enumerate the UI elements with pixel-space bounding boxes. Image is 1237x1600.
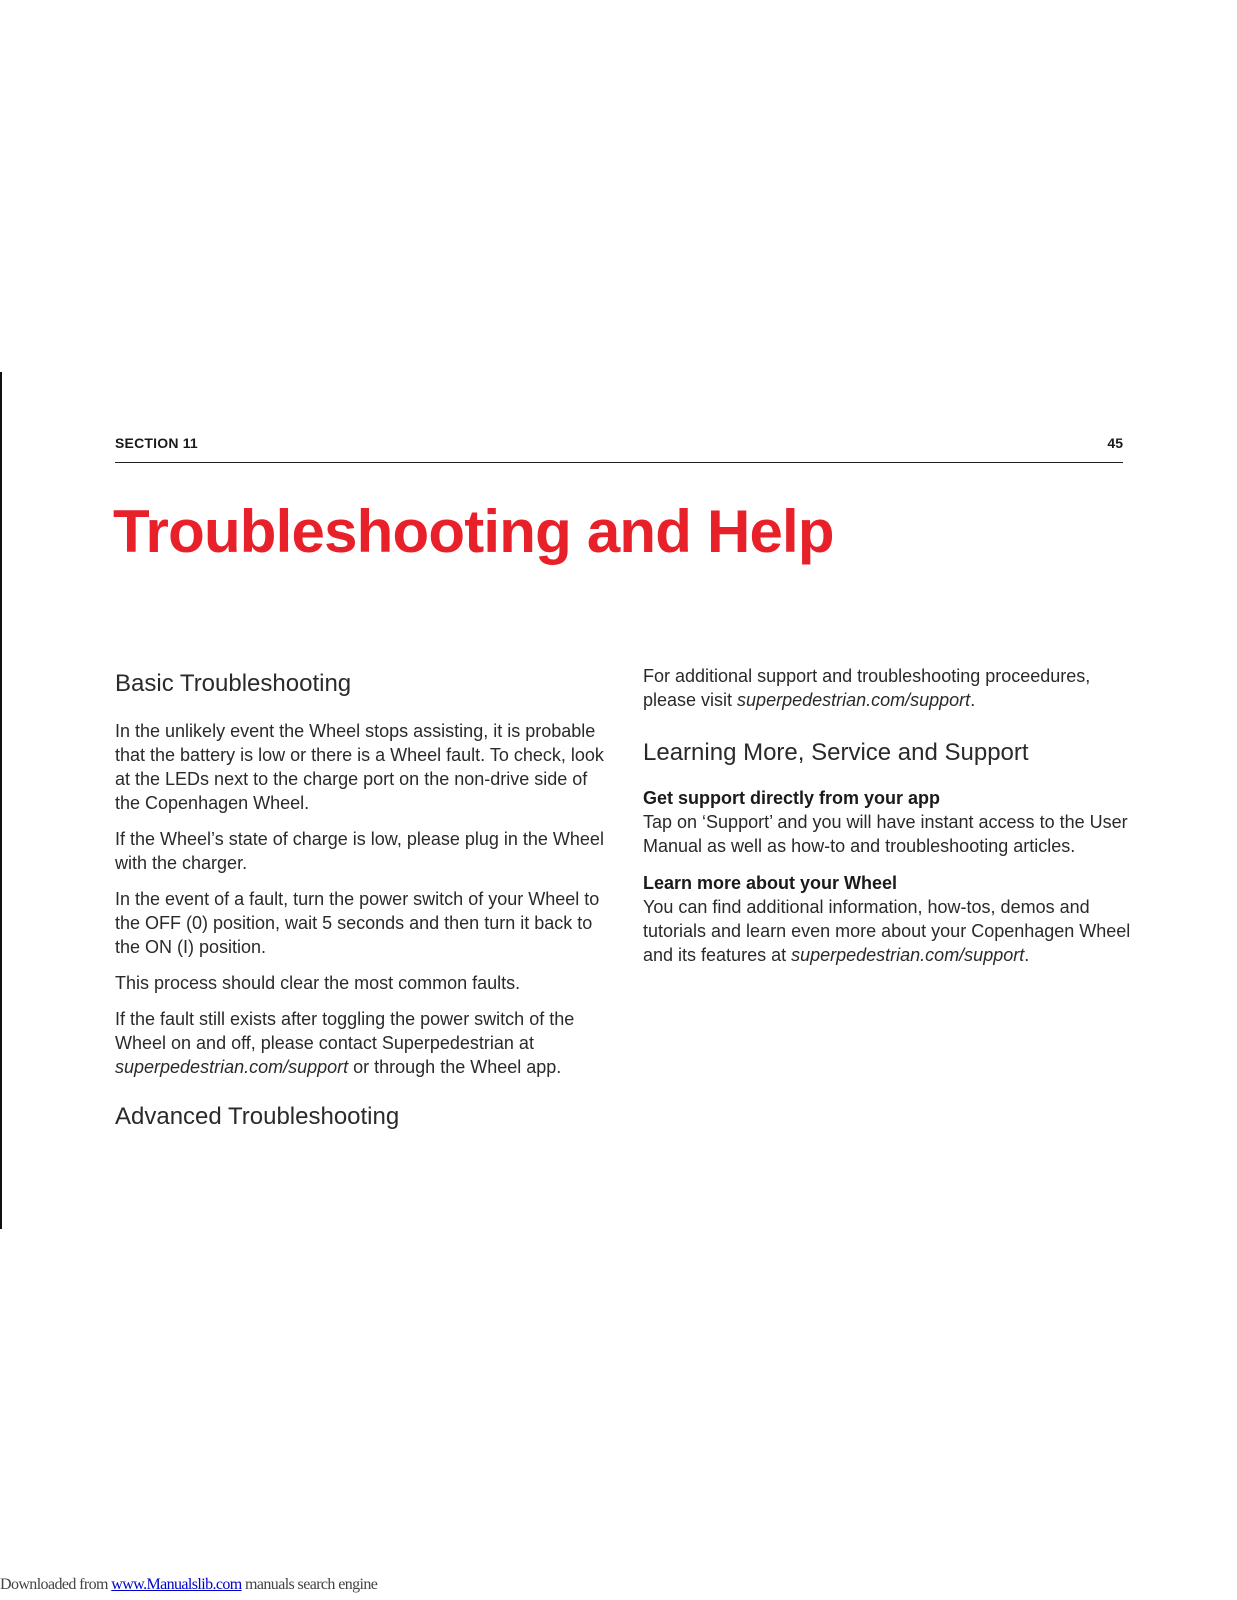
paragraph-clear-faults: This process should clear the most common faults. (115, 973, 521, 993)
learn-support-link[interactable]: superpedestrian.com/support (791, 945, 1025, 965)
paragraph-fault-reset: In the event of a fault, turn the power switch of your Wheel to the OFF (0) position, wait 5 seconds and then turn it back to the ON (I) position. (115, 889, 600, 957)
intro-text-before: For additional support and troubleshooting proceedures, please visit (643, 666, 1091, 710)
download-footer (0, 1576, 377, 1594)
paragraph-contact-support (115, 1007, 605, 1079)
support-link[interactable]: superpedestrian.com/support (115, 1057, 349, 1077)
left-column (115, 668, 605, 1133)
paragraph-wheel-stops: In the unlikely event the Wheel stops assisting, it is probable that the battery is low or there is a Wheel fault. To check, look at the LEDs next to the charge port on the non-drive side of the Copenhagen Wheel. (115, 721, 604, 813)
contact-text-before: If the fault still exists after toggling the power switch of the Wheel on and off, please contact Superpedestrian at (115, 1009, 575, 1053)
page-number: 45 (1107, 435, 1123, 451)
paragraph-app-support: Tap on ‘Support’ and you will have instant access to the User Manual as well as how-to and troubleshooting articles. (643, 812, 1128, 856)
paragraph-learn-wheel (643, 895, 1133, 967)
advanced-troubleshooting-heading: Advanced Troubleshooting (115, 1103, 400, 1130)
section-label: SECTION 11 (115, 435, 198, 451)
learn-text: You can find additional information, how-tos, demos and tutorials and learn even more about your Copenhagen Wheel and its features at (643, 897, 1131, 965)
footer-prefix: Downloaded from (0, 1576, 112, 1593)
page-header (115, 434, 1123, 463)
paragraph-low-charge: If the Wheel’s state of charge is low, please plug in the Wheel with the charger. (115, 829, 604, 873)
basic-troubleshooting-heading: Basic Troubleshooting (115, 670, 352, 697)
app-support-subheading: Get support directly from your app (643, 788, 941, 808)
paragraph-additional-support (643, 664, 1133, 712)
manualslib-link[interactable]: www.Manualslib.com (111, 1576, 242, 1593)
intro-text-after: . (970, 690, 976, 710)
learn-text-after: . (1024, 945, 1030, 965)
intro-support-link[interactable]: superpedestrian.com/support (737, 690, 971, 710)
learning-more-heading: Learning More, Service and Support (643, 739, 1029, 766)
right-column (643, 664, 1133, 967)
contact-text-after: or through the Wheel app. (348, 1057, 562, 1077)
page-title: Troubleshooting and Help (113, 498, 834, 565)
footer-suffix: manuals search engine (241, 1576, 378, 1593)
left-margin-rule (0, 372, 2, 1229)
learn-wheel-subheading: Learn more about your Wheel (643, 873, 898, 893)
